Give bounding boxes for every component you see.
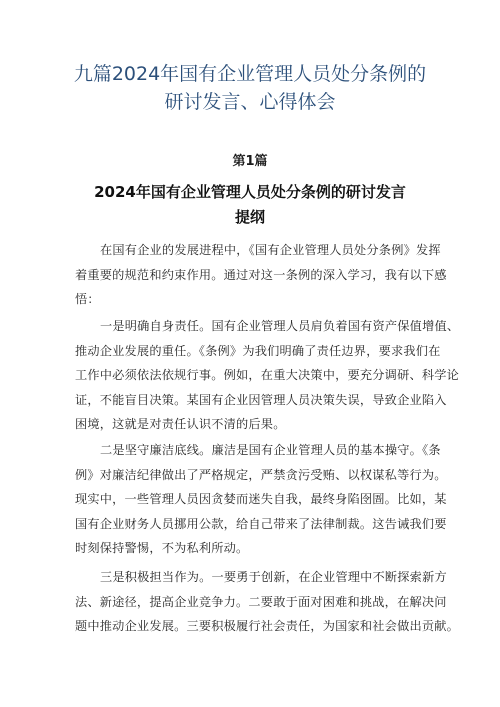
paragraph-line: 现实中，一些管理人员因贪婪而迷失自我，最终身陷囹圄。比如，某 — [75, 492, 447, 506]
paragraph-line: 时刻保持警惕，不为私利所动。 — [75, 541, 249, 555]
section-title-line-1: 2024年国有企业管理人员处分条例的研讨发言 — [94, 183, 406, 201]
paragraph-line: 工作中必须依法依规行事。例如，在重大决策中，要充分调研、科学论 — [75, 368, 460, 382]
paragraph-line: 着重要的规范和约束作用。通过对这一条例的深入学习，我有以下感 — [75, 267, 447, 282]
document-title-line-1: 九篇2024年国有企业管理人员处分条例的 — [73, 63, 427, 85]
paragraph-line: 在国有企业的发展进程中，《国有企业管理人员处分条例》发挥 — [100, 243, 441, 257]
paragraph-action — [75, 565, 460, 639]
paragraph-line: 国有企业财务人员挪用公款，给自己带来了法律制裁。这告诫我们要 — [75, 516, 447, 531]
paragraph-line: 法、新途径，提高企业竞争力。二要敢于面对困难和挑战，在解决问 — [75, 594, 447, 609]
paragraph-line: 题中推动企业发展。三要积极履行社会责任，为国家和社会做出贡献。 — [75, 619, 460, 633]
paragraph-intro — [75, 238, 447, 312]
paragraph-responsibility — [75, 314, 460, 437]
paragraph-integrity — [75, 438, 447, 561]
paragraph-line: 二是坚守廉洁底线。廉洁是国有企业管理人员的基本操守。《条 — [100, 443, 441, 457]
section-label: 第1篇 — [232, 154, 268, 169]
document-title-line-2: 研讨发言、心得体会 — [164, 91, 336, 113]
paragraph-line: 三是积极担当作为。一要勇于创新，在企业管理中不断探索新方 — [100, 570, 447, 584]
section-title-line-2: 提纲 — [234, 208, 265, 226]
paragraph-line: 一是明确自身责任。国有企业管理人员肩负着国有资产保值增值、 — [100, 319, 460, 333]
paragraph-line: 证，不能盲目决策。某国有企业因管理人员决策失误，导致企业陷入 — [75, 392, 447, 407]
paragraph-line: 例》对廉洁纪律做出了严格规定，严禁贪污受贿、以权谋私等行为。 — [75, 467, 447, 482]
paragraph-line: 推动企业发展的重任。《条例》为我们明确了责任边界，要求我们在 — [75, 343, 441, 358]
paragraph-line: 悟： — [75, 292, 100, 306]
paragraph-line: 困境，这就是对责任认识不清的后果。 — [75, 417, 286, 431]
